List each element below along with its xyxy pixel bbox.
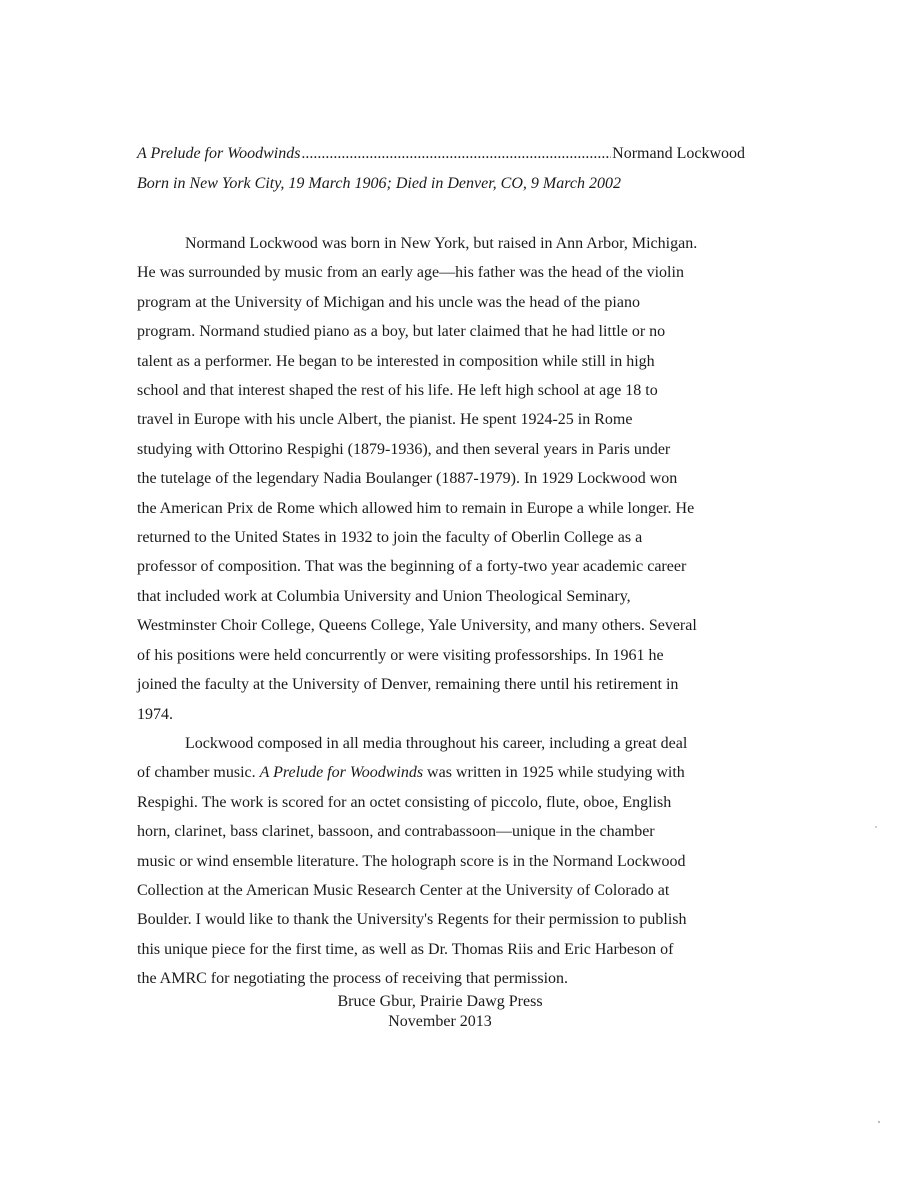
work-title: A Prelude for Woodwinds <box>137 145 301 162</box>
text-line: Westminster Choir College, Queens College, Yale University, and many others. Several <box>137 617 697 635</box>
text-line: talent as a performer. He began to be interested in composition while still in high <box>137 352 655 370</box>
text-line-with-title <box>137 758 747 787</box>
signature-date: November 2013 <box>388 1013 492 1030</box>
scan-speck <box>878 1121 880 1123</box>
text-line: Respighi. The work is scored for an octet consisting of piccolo, flute, oboe, English <box>137 793 672 811</box>
text-line: Collection at the American Music Research Center at the University of Colorado at <box>137 881 670 899</box>
text-line: Normand Lockwood was born in New York, but raised in Ann Arbor, Michigan. <box>185 235 698 252</box>
text-line: travel in Europe with his uncle Albert, the pianist. He spent 1924-25 in Rome <box>137 411 633 429</box>
text-line: He was surrounded by music from an early age—his father was the head of the violin <box>137 264 684 282</box>
text-fragment: of chamber music. <box>137 764 260 782</box>
title-line <box>137 143 745 165</box>
text-line: the AMRC for negotiating the process of receiving that permission. <box>137 970 569 988</box>
text-line: program at the University of Michigan and his uncle was the head of the piano <box>137 293 640 311</box>
text-line: 1974. <box>137 705 173 723</box>
text-line: Boulder. I would like to thank the University's Regents for their permission to publish <box>137 911 687 929</box>
text-line: of his positions were held concurrently or were visiting professorships. In 1961 he <box>137 646 664 664</box>
text-fragment: was written in 1925 while studying with <box>423 764 685 782</box>
italic-work-title: A Prelude for Woodwinds <box>259 764 424 782</box>
text-line: program. Normand studied piano as a boy, but later claimed that he had little or no <box>137 323 666 341</box>
text-line: Lockwood composed in all media throughout his career, including a great deal <box>185 734 688 752</box>
text-line: music or wind ensemble literature. The holograph score is in the Normand Lockwood <box>137 852 686 870</box>
text-line: horn, clarinet, bass clarinet, bassoon, and contrabassoon—unique in the chamber <box>137 823 655 841</box>
text-line: the tutelage of the legendary Nadia Boulanger (1887-1979). In 1929 Lockwood won <box>137 470 678 488</box>
scan-speck <box>875 826 877 828</box>
text-line: this unique piece for the first time, as well as Dr. Thomas Riis and Eric Harbeson of <box>137 940 674 958</box>
composer-name: Normand Lockwood <box>612 145 745 162</box>
text-line: professor of composition. That was the beginning of a forty-two year academic career <box>137 558 687 576</box>
text-line: school and that interest shaped the rest of his life. He left high school at age 18 to <box>137 382 658 400</box>
text-line: that included work at Columbia University and Union Theological Seminary, <box>137 587 631 605</box>
text-line: studying with Ottorino Respighi (1879-1936), and then several years in Paris under <box>137 440 671 458</box>
signature-author: Bruce Gbur, Prairie Dawg Press <box>337 993 543 1010</box>
program-note-body <box>137 229 747 994</box>
text-line: joined the faculty at the University of Denver, remaining there until his retirement in <box>137 676 679 694</box>
composer-dates: Born in New York City, 19 March 1906; Died in Denver, CO, 9 March 2002 <box>137 175 621 192</box>
dot-leader <box>301 143 611 165</box>
text-line: returned to the United States in 1932 to join the faculty of Oberlin College as a <box>137 529 643 547</box>
text-line: the American Prix de Rome which allowed him to remain in Europe a while longer. He <box>137 499 695 517</box>
